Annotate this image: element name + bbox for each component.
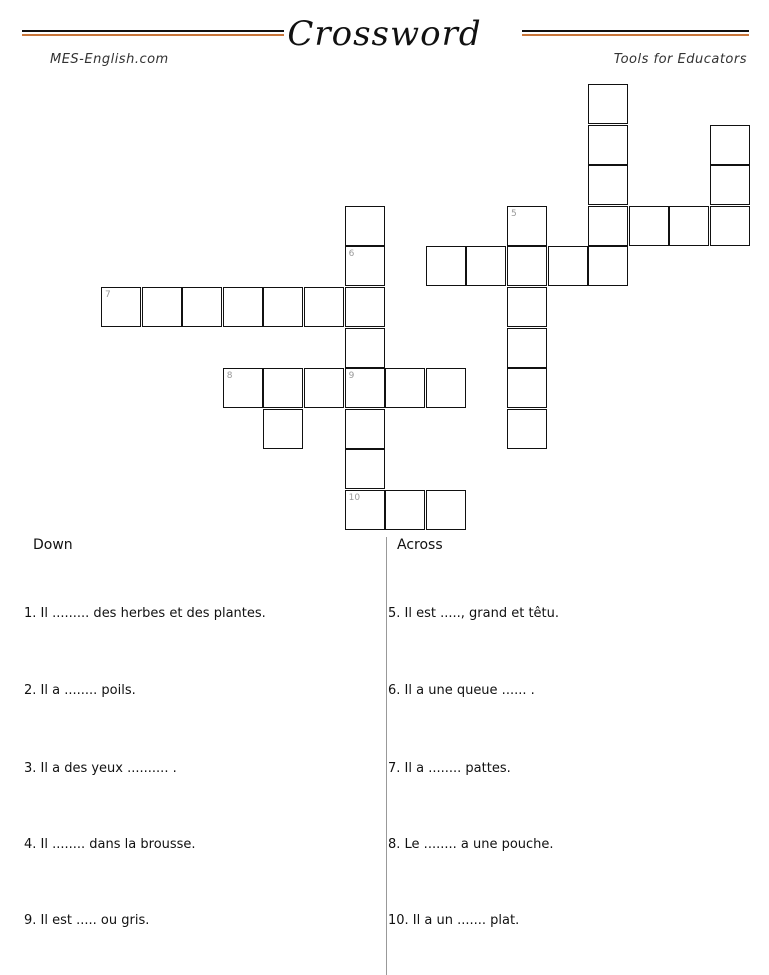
grid-cell[interactable] [629, 206, 669, 246]
site-name: MES-English.com [50, 52, 169, 67]
clue-number: 9 [348, 371, 355, 382]
grid-cell[interactable] [345, 449, 385, 489]
grid-cell[interactable] [263, 287, 303, 327]
down-clue-9: 9. Il est ..... ou gris. [24, 913, 150, 928]
grid-cell[interactable] [142, 287, 182, 327]
grid-cell[interactable] [345, 287, 385, 327]
grid-cell[interactable] [426, 490, 466, 530]
grid-cell[interactable] [345, 409, 385, 449]
down-clue-3: 3. Il a des yeux .......... . [24, 761, 177, 776]
down-clue-2: 2. Il a ........ poils. [24, 683, 136, 698]
grid-cell[interactable] [588, 246, 628, 286]
clue-number: 6 [348, 249, 355, 260]
across-clue-10: 10. Il a un ....... plat. [388, 913, 520, 928]
grid-cell[interactable] [466, 246, 506, 286]
grid-cell[interactable] [345, 206, 385, 246]
grid-cell[interactable] [304, 368, 344, 408]
grid-cell[interactable] [345, 490, 385, 530]
grid-cell[interactable] [263, 409, 303, 449]
clue-number: 8 [226, 371, 233, 382]
across-clue-7: 7. Il a ........ pattes. [388, 761, 511, 776]
page-title: Crossword [287, 14, 482, 54]
down-clue-4: 4. Il ........ dans la brousse. [24, 837, 196, 852]
grid-cell[interactable] [548, 246, 588, 286]
grid-cell[interactable] [263, 368, 303, 408]
grid-cell[interactable] [588, 125, 628, 165]
across-clue-6: 6. Il a une queue ...... . [388, 683, 535, 698]
grid-cell[interactable] [345, 368, 385, 408]
across-clue-8: 8. Le ........ a une pouche. [388, 837, 554, 852]
grid-cell[interactable] [304, 287, 344, 327]
clue-number: 5 [511, 208, 517, 219]
across-clue-5: 5. Il est ....., grand et têtu. [388, 606, 560, 621]
grid-cell[interactable] [507, 206, 547, 246]
grid-cell[interactable] [385, 490, 425, 530]
grid-cell[interactable] [345, 328, 385, 368]
grid-cell[interactable] [710, 206, 750, 246]
grid-cell[interactable] [182, 287, 222, 327]
tagline: Tools for Educators [613, 52, 747, 67]
grid-cell[interactable] [101, 287, 141, 327]
grid-cell[interactable] [223, 368, 263, 408]
down-heading: Down [33, 537, 73, 553]
grid-cell[interactable] [345, 246, 385, 286]
down-clue-1: 1. Il ......... des herbes et des plantes. [24, 606, 266, 621]
grid-cell[interactable] [507, 409, 547, 449]
across-heading: Across [397, 537, 443, 553]
grid-cell[interactable] [588, 84, 628, 124]
clue-number: 10 [348, 493, 361, 503]
grid-cell[interactable] [507, 246, 547, 286]
grid-cell[interactable] [507, 368, 547, 408]
column-divider [386, 537, 387, 975]
grid-cell[interactable] [507, 287, 547, 327]
grid-cell[interactable] [710, 125, 750, 165]
grid-cell[interactable] [588, 165, 628, 205]
grid-cell[interactable] [588, 206, 628, 246]
grid-cell[interactable] [385, 368, 425, 408]
grid-cell[interactable] [710, 165, 750, 205]
clue-number: 7 [105, 290, 111, 300]
grid-cell[interactable] [669, 206, 709, 246]
grid-cell[interactable] [426, 368, 466, 408]
grid-cell[interactable] [223, 287, 263, 327]
grid-cell[interactable] [507, 328, 547, 368]
grid-cell[interactable] [426, 246, 466, 286]
